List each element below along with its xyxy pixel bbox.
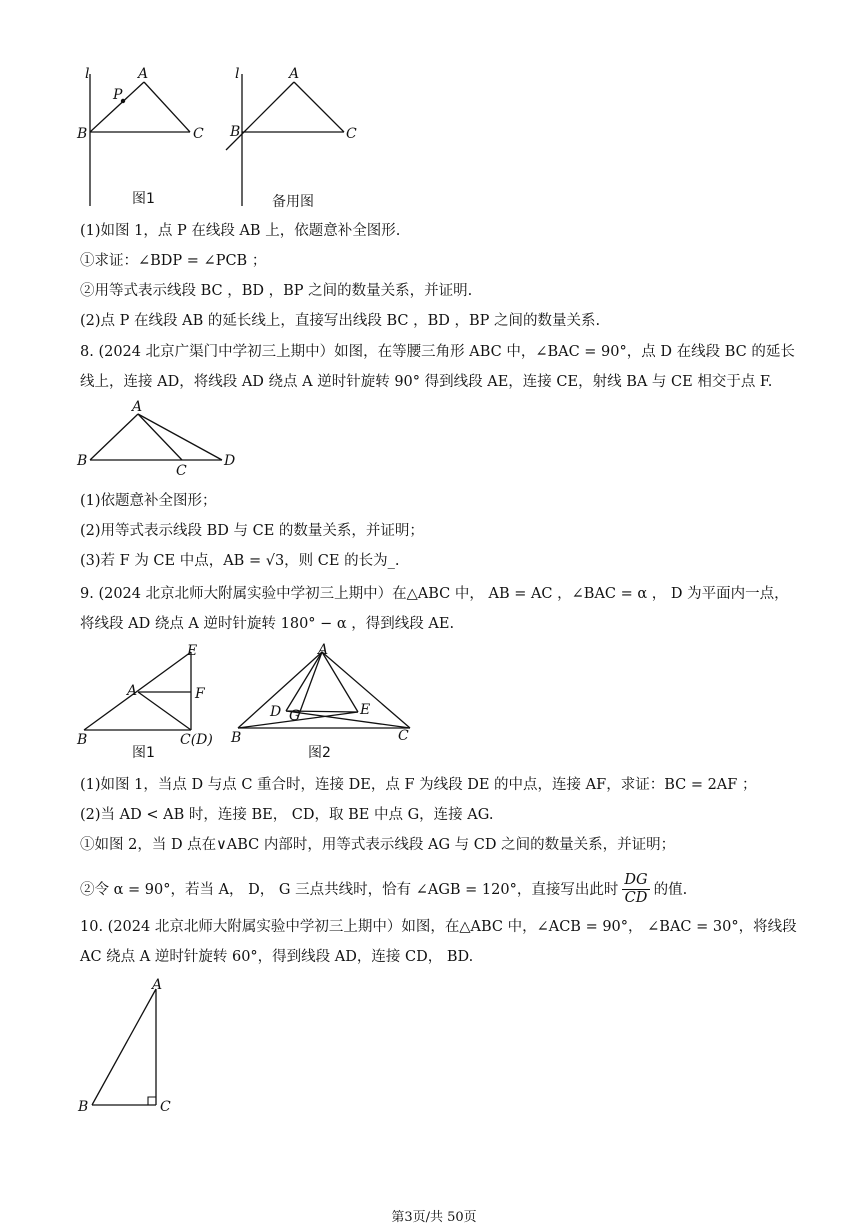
q9f1-label-e: E: [187, 643, 198, 659]
q9-sub2: [80, 872, 687, 907]
q8-label-a: A: [132, 399, 143, 415]
q8-part1: (1)依题意补全图形；: [80, 493, 217, 509]
q7-sub2: ②用等式表示线段 BC ，BD ，BP 之间的数量关系，并证明.: [80, 283, 473, 299]
q9f1-caption: 图1: [132, 745, 155, 761]
q8-label-b: B: [77, 453, 88, 469]
q7-part2: (2)点 P 在线段 AB 的延长线上，直接写出线段 BC ，BD ，BP 之间的数量关系.: [80, 313, 601, 329]
q10-stem-line1: 10. (2024 北京北师大附属实验中学初三上期中）如图，在△ABC 中，∠ACB = 90°， ∠BAC = 30°，将线段: [80, 919, 797, 935]
q9-stem-line2: 将线段 AD 绕点 A 逆时针旋转 180° − α ，得到线段 AE.: [80, 616, 455, 632]
fig1-label-a: A: [138, 66, 149, 82]
q8-label-c: C: [176, 463, 187, 476]
fig1-label-l: l: [85, 66, 90, 82]
q7-part1: (1)如图 1，点 P 在线段 AB 上，依题意补全图形.: [80, 223, 401, 239]
q9f1-label-cd: C(D): [180, 732, 213, 748]
fig1-label-b: B: [77, 126, 88, 142]
q9f2-label-d: D: [270, 704, 282, 720]
q8-label-d: D: [224, 453, 236, 469]
q9f1-label-b: B: [77, 732, 88, 748]
page-number-footer: 第3页/共 50页: [391, 1210, 477, 1225]
q9-part2: (2)当 AD < AB 时，连接 BE， CD，取 BE 中点 G，连接 AG.: [80, 807, 494, 823]
q8-part3: (3)若 F 为 CE 中点，AB = √3，则 CE 的长为_.: [80, 553, 400, 569]
q9-sub2-tail: 的值.: [653, 881, 688, 898]
q9f2-caption: 图2: [308, 745, 331, 761]
figure-q10: [74, 975, 184, 1115]
backup-label-l: l: [235, 66, 240, 82]
fig1-label-p: P: [113, 87, 123, 103]
q9f2-label-a: A: [318, 642, 329, 658]
q8-part2: (2)用等式表示线段 BD 与 CE 的数量关系，并证明；: [80, 523, 424, 539]
q9-part1: (1)如图 1，当点 D 与点 C 重合时，连接 DE，点 F 为线段 DE 的中点，连接 AF，求证：BC = 2AF ；: [80, 777, 757, 793]
backup-label-c: C: [346, 126, 357, 142]
q10-label-b: B: [78, 1099, 89, 1115]
fig1-caption: 图1: [132, 191, 155, 207]
figure-q8: [74, 398, 244, 476]
backup-caption: 备用图: [272, 194, 314, 210]
figure-backup: [222, 60, 372, 210]
q9f1-label-a: A: [127, 683, 138, 699]
q9-fraction-denominator: CD: [624, 890, 648, 906]
backup-label-a: A: [289, 66, 300, 82]
figure-q9-2: [228, 640, 418, 765]
q9f2-label-g: G: [289, 708, 301, 724]
q9-sub2-text: ②令 α = 90°，若当 A， D， G 三点共线时，恰有 ∠AGB = 120°，直接写出此时: [80, 881, 619, 898]
q9f2-label-b: B: [231, 730, 242, 746]
q9-stem-line1: 9. (2024 北京北师大附属实验中学初三上期中）在△ABC 中， AB = AC ，∠BAC = α ， D 为平面内一点，: [80, 586, 789, 602]
q9-sub1: ①如图 2，当 D 点在∨ABC 内部时，用等式表示线段 AG 与 CD 之间的数量关系，并证明；: [80, 837, 676, 853]
figure-1: [70, 60, 210, 210]
q9-fraction: [622, 872, 649, 907]
q7-sub1: ①求证：∠BDP = ∠PCB ；: [80, 253, 267, 269]
fig1-label-c: C: [193, 126, 204, 142]
q9-fraction-numerator: DG: [624, 872, 648, 888]
q9f2-label-c: C: [398, 728, 409, 744]
backup-label-b: B: [230, 124, 241, 140]
q10-label-c: C: [160, 1099, 171, 1115]
q10-label-a: A: [152, 977, 163, 993]
q9f1-label-f: F: [195, 686, 205, 702]
q10-stem-line2: AC 绕点 A 逆时针旋转 60°，得到线段 AD，连接 CD， BD.: [80, 949, 474, 965]
figure-q9-1: [74, 640, 224, 765]
q9f2-label-e: E: [360, 702, 371, 718]
q8-stem-line2: 线上，连接 AD，将线段 AD 绕点 A 逆时针旋转 90° 得到线段 AE，连接 CE，射线 BA 与 CE 相交于点 F.: [80, 374, 773, 390]
q8-stem-line1: 8. (2024 北京广渠门中学初三上期中）如图，在等腰三角形 ABC 中，∠BAC = 90°，点 D 在线段 BC 的延长: [80, 344, 795, 360]
